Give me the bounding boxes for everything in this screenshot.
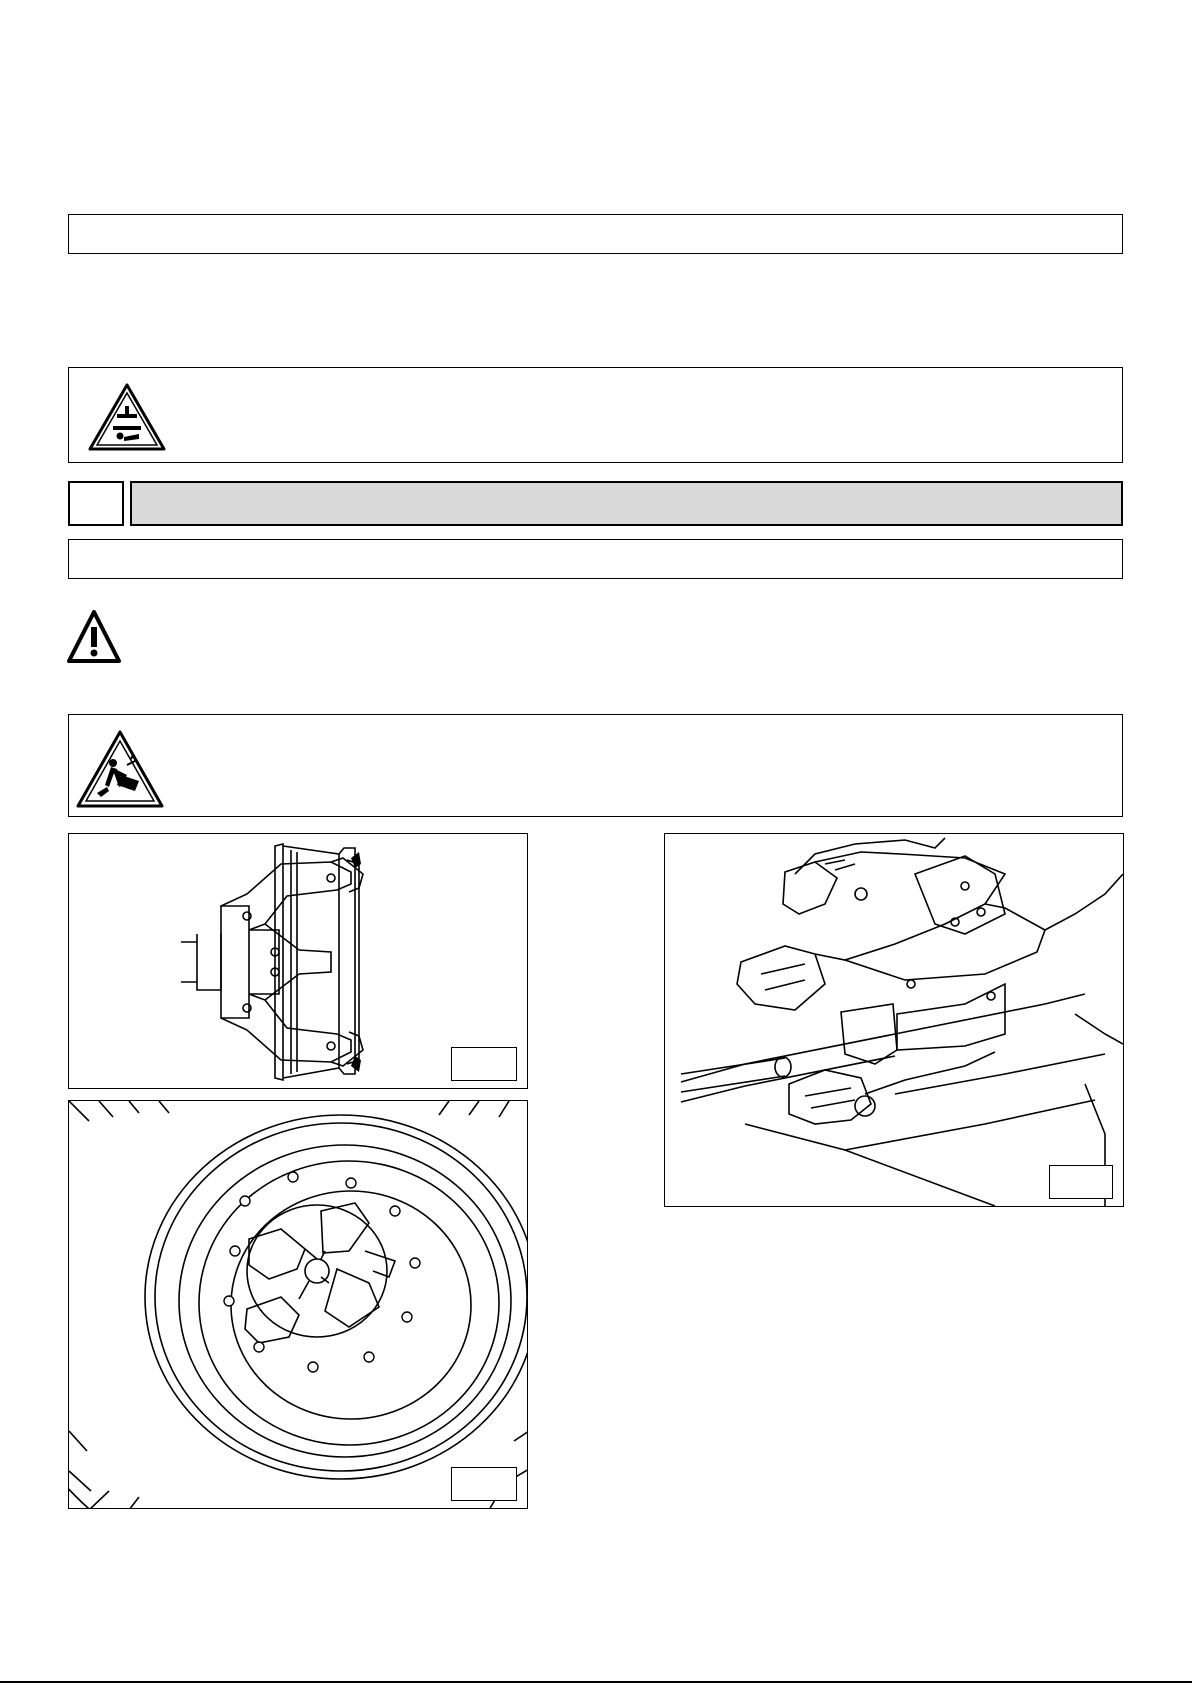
figure-wheel-chuck-mounted [68, 1100, 528, 1509]
figure-label-box [451, 1467, 517, 1501]
crush-hazard-notice-box [68, 367, 1123, 463]
step-title-bar [130, 481, 1123, 526]
general-warning-icon [66, 609, 122, 665]
section-header-box [68, 214, 1123, 254]
instruction-box [68, 539, 1123, 579]
figure-label-box [451, 1047, 517, 1081]
crush-hazard-icon [87, 382, 167, 452]
lifting-hazard-notice-box [68, 714, 1123, 817]
figure-label-box [1049, 1165, 1113, 1199]
heavy-lifting-icon [75, 729, 165, 809]
figure-mounting-head-assembly [664, 833, 1124, 1207]
footer-rule [0, 1681, 1192, 1683]
figure-wheel-clamp-section [68, 833, 528, 1089]
step-number-box [68, 481, 124, 526]
